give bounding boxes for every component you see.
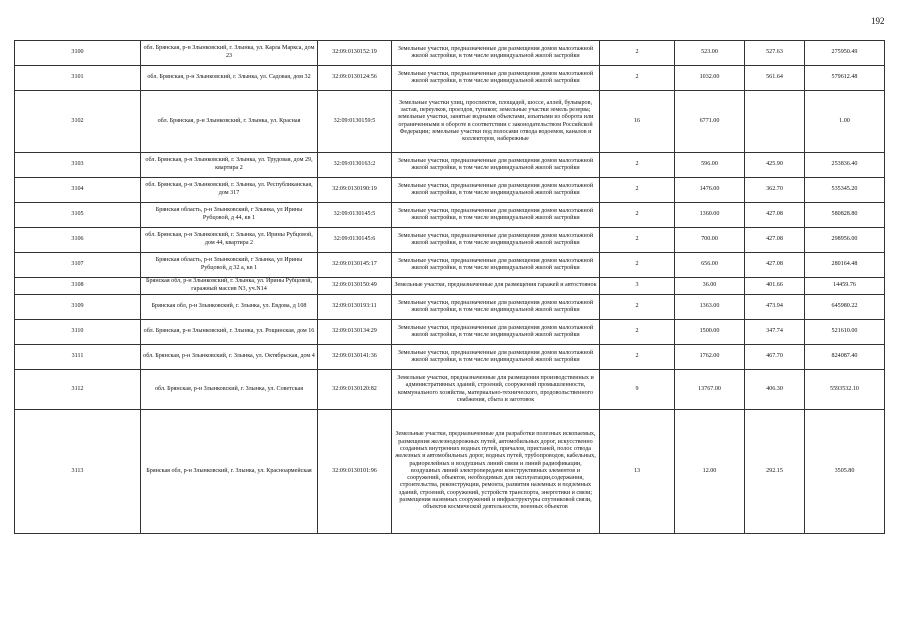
cadastral-number-cell: 32:09:0130141:36 [318, 345, 392, 370]
table-row [15, 345, 885, 370]
cadastral-value-cell: 275950.49 [805, 41, 885, 66]
specific-value-cell: 527.63 [745, 41, 805, 66]
specific-value-cell: 292.15 [745, 410, 805, 534]
land-use-cell: Земельные участки, предназначенные для размещения домов малоэтажной жилой застройки, в том числе индивидуальной жилой застройки [392, 228, 600, 253]
cadastral-value-cell: 824087.40 [805, 345, 885, 370]
cadastral-number-cell: 32:09:0130145:6 [318, 228, 392, 253]
address-cell: Брянская область, р-н Злынковский, г Злынка, ул Ирины Рубцовой, д 32 а, кв 1 [141, 253, 318, 278]
land-use-cell: Земельные участки, предназначенные для размещения домов малоэтажной жилой застройки, в том числе индивидуальной жилой застройки [392, 178, 600, 203]
area-cell: 596.00 [675, 153, 745, 178]
cadastral-number-cell: 32:09:0130134:29 [318, 320, 392, 345]
use-code-cell: 2 [600, 295, 675, 320]
cadastral-number-cell: 32:09:0130159:5 [318, 91, 392, 153]
area-cell: 12.00 [675, 410, 745, 534]
specific-value-cell: 561.64 [745, 66, 805, 91]
address-cell: обл. Брянская, р-н Злынковский, г. Злынка, ул. Октябрьская, дом 4 [141, 345, 318, 370]
area-cell: 1500.00 [675, 320, 745, 345]
table-row [15, 278, 885, 295]
use-code-cell: 3 [600, 278, 675, 295]
land-use-cell: Земельные участки, предназначенные для размещения домов малоэтажной жилой застройки, в том числе индивидуальной жилой застройки [392, 66, 600, 91]
area-cell: 656.00 [675, 253, 745, 278]
cadastral-number-cell: 32:09:0130150:49 [318, 278, 392, 295]
table-row [15, 253, 885, 278]
use-code-cell: 2 [600, 228, 675, 253]
area-cell: 1476.00 [675, 178, 745, 203]
cadastral-number-cell: 32:09:0130120:82 [318, 370, 392, 410]
row-number: 3103 [15, 153, 141, 178]
cadastral-number-cell: 32:09:0130163:2 [318, 153, 392, 178]
area-cell: 13767.00 [675, 370, 745, 410]
table-row [15, 41, 885, 66]
cadastral-value-cell: 3505.80 [805, 410, 885, 534]
cadastral-value-cell: 14459.76 [805, 278, 885, 295]
land-use-cell: Земельные участки, предназначенные для разработки полезных ископаемых, размещения железнодорожных путей, автомобильных дорог, искусственно созданных внутренних водных путей, причалов, пристаней, полос отвода железных и автомобильных дорог, водных путей, трубопроводов, кабельных, радиорелейных и воздушных линий связи и линий радиофикации, воздушных линий электропередачи конструктивных элементов и сооружений, объектов, необходимых для эксплуатации,содержания, строительства, реконструкции, ремонта, развития наземных и подземных зданий, строений, сооружений, устройств транспорта, энергетики и связи; размещения наземных сооружений и инфраструктуры спутниковой связи, объектов космической деятельности, военных объектов [392, 410, 600, 534]
address-cell: Брянская область, р-н Злынковский, г Злынка, ул Ирины Рубцовой, д 44, кв 1 [141, 203, 318, 228]
table-row [15, 320, 885, 345]
area-cell: 1360.00 [675, 203, 745, 228]
use-code-cell: 2 [600, 41, 675, 66]
land-use-cell: Земельные участки улиц, проспектов, площадей, шоссе, аллей, бульваров, застав, переулков, проездов, тупиков; земельные участки земель резерва; земельные участки, занятые водными объектами, изъятыми из оборота или ограниченными в обороте в соответствии с законодательством Российской Федерации; земельные участки под полосами отвода водоемов, каналов и коллекторов, набережные [392, 91, 600, 153]
use-code-cell: 2 [600, 153, 675, 178]
specific-value-cell: 347.74 [745, 320, 805, 345]
land-registry-table [14, 40, 885, 534]
use-code-cell: 2 [600, 178, 675, 203]
specific-value-cell: 406.30 [745, 370, 805, 410]
area-cell: 523.00 [675, 41, 745, 66]
row-number: 3111 [15, 345, 141, 370]
table-row [15, 410, 885, 534]
address-cell: обл. Брянская, р-н Злынковский, г. Злынка, ул. Садовая, дом 32 [141, 66, 318, 91]
address-cell: Брянская обл, р-н Злынковский, г. Злынка, ул. Евдова, д 108 [141, 295, 318, 320]
cadastral-value-cell: 1.00 [805, 91, 885, 153]
table-row [15, 153, 885, 178]
use-code-cell: 2 [600, 66, 675, 91]
address-cell: обл. Брянская, р-н Злынковский, г. Злынка, ул. Республиканская, дом 317 [141, 178, 318, 203]
specific-value-cell: 473.94 [745, 295, 805, 320]
row-number: 3100 [15, 41, 141, 66]
specific-value-cell: 427.08 [745, 203, 805, 228]
row-number: 3112 [15, 370, 141, 410]
area-cell: 1363.00 [675, 295, 745, 320]
row-number: 3102 [15, 91, 141, 153]
table-row [15, 370, 885, 410]
use-code-cell: 2 [600, 253, 675, 278]
address-cell: обл. Брянская, р-н Злынковский, г. Злынка, ул. Карла Маркса, дом 23 [141, 41, 318, 66]
use-code-cell: 16 [600, 91, 675, 153]
cadastral-number-cell: 32:09:0130193:11 [318, 295, 392, 320]
land-use-cell: Земельные участки, предназначенные для размещения домов малоэтажной жилой застройки, в том числе индивидуальной жилой застройки [392, 253, 600, 278]
cadastral-number-cell: 32:09:0130152:19 [318, 41, 392, 66]
specific-value-cell: 425.90 [745, 153, 805, 178]
row-number: 3113 [15, 410, 141, 534]
table-row [15, 178, 885, 203]
cadastral-number-cell: 32:09:0130101:96 [318, 410, 392, 534]
land-use-cell: Земельные участки, предназначенные для размещения домов малоэтажной жилой застройки, в том числе индивидуальной жилой застройки [392, 320, 600, 345]
use-code-cell: 9 [600, 370, 675, 410]
cadastral-value-cell: 280164.48 [805, 253, 885, 278]
table-row [15, 228, 885, 253]
address-cell: обл. Брянская, р-н Злынковский, г. Злынка, ул. Красная [141, 91, 318, 153]
land-use-cell: Земельные участки, предназначенные для размещения домов малоэтажной жилой застройки, в том числе индивидуальной жилой застройки [392, 153, 600, 178]
row-number: 3108 [15, 278, 141, 295]
address-cell: обл. Брянская, р-н Злынковский, г. Злынка, ул. Рощинская, дом 16 [141, 320, 318, 345]
row-number: 3105 [15, 203, 141, 228]
use-code-cell: 2 [600, 345, 675, 370]
row-number: 3109 [15, 295, 141, 320]
land-use-cell: Земельные участки, предназначенные для размещения гаражей и автостоянок [392, 278, 600, 295]
cadastral-number-cell: 32:09:0130145:17 [318, 253, 392, 278]
specific-value-cell: 427.08 [745, 228, 805, 253]
specific-value-cell: 467.70 [745, 345, 805, 370]
address-cell: Брянская обл, р-н Злынковский, г. Злынка, ул. Красноармейская [141, 410, 318, 534]
area-cell: 1032.00 [675, 66, 745, 91]
cadastral-value-cell: 535345.20 [805, 178, 885, 203]
table-row [15, 203, 885, 228]
page-number: 192 [871, 16, 885, 26]
address-cell: обл. Брянская, р-н Злынковский, г. Злынка, ул. Советская [141, 370, 318, 410]
table-row [15, 295, 885, 320]
table-row [15, 66, 885, 91]
address-cell: Брянская обл, р-н Злынковский, г. Злынка, ул. Ирины Рубцовой, гаражный массив N3, уч.N14 [141, 278, 318, 295]
specific-value-cell: 362.70 [745, 178, 805, 203]
cadastral-value-cell: 5593532.10 [805, 370, 885, 410]
land-use-cell: Земельные участки, предназначенные для размещения производственных и административных зданий, строений, сооружений промышленности, коммунального хозяйства, материально-технического, продовольственного снабжения, сбыта и заготовок [392, 370, 600, 410]
address-cell: обл. Брянская, р-н Злынковский, г. Злынка, ул. Ирины Рубцовой, дом 44, квартира 2 [141, 228, 318, 253]
row-number: 3104 [15, 178, 141, 203]
use-code-cell: 13 [600, 410, 675, 534]
cadastral-value-cell: 645980.22 [805, 295, 885, 320]
land-use-cell: Земельные участки, предназначенные для размещения домов малоэтажной жилой застройки, в том числе индивидуальной жилой застройки [392, 203, 600, 228]
row-number: 3101 [15, 66, 141, 91]
use-code-cell: 2 [600, 203, 675, 228]
land-use-cell: Земельные участки, предназначенные для размещения домов малоэтажной жилой застройки, в том числе индивидуальной жилой застройки [392, 345, 600, 370]
area-cell: 6771.00 [675, 91, 745, 153]
land-use-cell: Земельные участки, предназначенные для размещения домов малоэтажной жилой застройки, в том числе индивидуальной жилой застройки [392, 295, 600, 320]
cadastral-number-cell: 32:09:0130124:56 [318, 66, 392, 91]
table-row [15, 91, 885, 153]
row-number: 3110 [15, 320, 141, 345]
cadastral-number-cell: 32:09:0130190:19 [318, 178, 392, 203]
row-number: 3106 [15, 228, 141, 253]
cadastral-value-cell: 253836.40 [805, 153, 885, 178]
specific-value-cell: 401.66 [745, 278, 805, 295]
row-number: 3107 [15, 253, 141, 278]
cadastral-value-cell: 298956.00 [805, 228, 885, 253]
specific-value-cell: 427.08 [745, 253, 805, 278]
cadastral-value-cell: 580828.80 [805, 203, 885, 228]
specific-value-cell [745, 91, 805, 153]
cadastral-value-cell: 579612.48 [805, 66, 885, 91]
land-use-cell: Земельные участки, предназначенные для размещения домов малоэтажной жилой застройки, в том числе индивидуальной жилой застройки [392, 41, 600, 66]
area-cell: 36.00 [675, 278, 745, 295]
cadastral-value-cell: 521610.00 [805, 320, 885, 345]
area-cell: 700.00 [675, 228, 745, 253]
use-code-cell: 2 [600, 320, 675, 345]
address-cell: обл. Брянская, р-н Злынковский, г. Злынка, ул. Трудовая, дом 29, квартира 2 [141, 153, 318, 178]
cadastral-number-cell: 32:09:0130145:5 [318, 203, 392, 228]
area-cell: 1762.00 [675, 345, 745, 370]
